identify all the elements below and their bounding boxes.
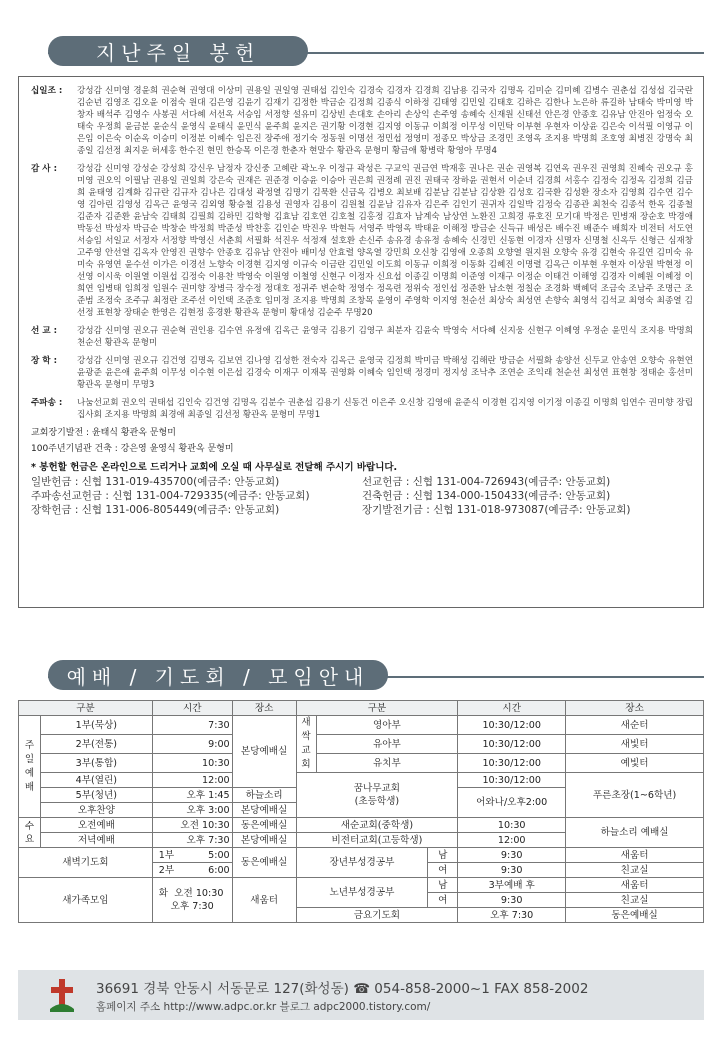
offering-box xyxy=(18,76,704,608)
dawn-part-2 xyxy=(152,863,232,878)
senior-bible-female-time: 9:30 xyxy=(458,893,566,908)
toddler-dept: 유아부 xyxy=(316,735,458,754)
wednesday-label: 수요 xyxy=(19,818,41,848)
offering-section-title: 지난주일 봉헌 xyxy=(48,36,308,66)
adult-bible-male-time: 9:30 xyxy=(458,848,566,863)
high-school-church: 비전터교회(고등학생) xyxy=(296,833,458,848)
dawn-part-2-label: 2부 xyxy=(158,864,175,876)
kkumnamu-place: 푸른초장(1~6학년) xyxy=(566,773,704,818)
header-time-left: 시간 xyxy=(152,701,232,716)
dawn-part-1 xyxy=(152,848,232,863)
adult-bible-female-time: 9:30 xyxy=(458,863,566,878)
adult-bible-study: 장년부성경공부 xyxy=(296,848,428,878)
offering-entry xyxy=(31,163,693,319)
offering-entry-names: 강성감 신미영 강성순 강성희 강신우 남정자 강신중 고혜란 곽노우 이정규 곽성은 구교익 권금연 박재홍 권나은 권순 권영복 김연옥 권우진 권영희 진혜숙 권오규 홍미영 권오익 이필남 권용일 권일희 강은숙 권재은 권준경 이승윤 이승아 권은희 권정례 권진 권태국 장하윤 권현서 이순녀 김경희 서홍수 김정숙 김정옥 김정희 김금희 윤태영 김계화 김규란 김규자 김나은 김대성 곽정열 김명기 김묵환 신금옥 김병오 최보배 김분남 김분남 김상환 김성호 김국환 김성환 장소자 김영희 김수연 김수영 김아린 김영성 김옥근 윤영국 김외영 황승철 김용성 권영자 김용이 김원철 김윤남 김유자 김은주 김인기 권귀자 김일박 김정숙 김종관 최천숙 김종석 한옥 김종철 김준자 김준환 윤남숙 김태희 김필희 김하민 김학형 김효남 김호연 김호철 김홍정 김효자 남계숙 남상연 노환진 고희경 류호진 모기대 박정은 민병재 장순호 박경애 박동선 박성자 박금순 박창순 박정희 박준성 박찬홍 김인순 박진우 박현득 서영주 박영옥 박태윤 이해정 방금순 신득규 배성은 배수진 배준수 배희자 비전터 서도연 서승임 서일교 서정자 서정향 박영신 서춘희 서필화 석진우 석정재 설호환 손신주 송유경 송유정 송혜숙 신경민 신동현 이경자 신명자 신명철 신옥두 신형근 심재창 고주영 안선열 김옥자 안영진 권향수 안종호 김유남 안진아 배미성 안효렬 양옥열 강민희 오신창 김영애 오종희 오향열 원지원 오향숙 유경 김현숙 유길연 김미숙 유미숙 유영연 윤수선 이가은 이경선 노향숙 이경현 김지영 이규숙 이금란 김민일 이도희 이동규 이희정 이동화 김혜진 이명렬 김옥근 이부현 우현자 이상원 박현정 이선영 이시욱 이원열 이원섭 김정숙 이용찬 박영숙 이원영 이철영 신현구 이정자 신요섭 이종길 이명희 이준영 이재구 이정순 이태건 이해영 김경자 이혜원 이혜정 이희연 임병태 임희정 임원수 권미향 장병극 장수정 정대호 정귀주 변순학 정영수 정옥련 정위숙 정인섭 정준환 남소현 정칠순 조경화 백혜덕 조금숙 조남주 조명근 조준범 조정숙 조주규 최정란 조주선 이인택 조준호 임미정 조지용 박명희 조창목 윤영이 주영학 이지영 천순선 최상숙 최성연 손향숙 최영석 김석교 최영숙 최종열 김선정 표현창 장태순 한영은 김현정 홍경환 황관옥 문형미 황대성 김순주 무명20 xyxy=(77,164,693,318)
new-family-times xyxy=(152,878,232,923)
infant-time: 10:30/12:00 xyxy=(458,716,566,735)
dawn-time-2: 6:00 xyxy=(208,864,230,876)
sunday-service-4: 4부(열린) xyxy=(40,773,152,788)
header-time-right: 시간 xyxy=(458,701,566,716)
senior-bible-study: 노년부성경공부 xyxy=(296,878,428,908)
centennial-line: 100주년기념관 건축 : 강은영 윤영식 황관옥 문형미 xyxy=(31,443,234,454)
account-long-term: 장기발전기금 : 신협 131-018-973087(예금주: 안동교회) xyxy=(362,504,631,516)
account-mission: 선교헌금 : 신협 131-004-726943(예금주: 안동교회) xyxy=(362,476,611,488)
offering-entry-names: 강성감 신미영 권오규 권순혁 권인용 김수연 유정애 김옥근 윤영국 김용기 김영구 최분자 김윤숙 박영숙 서다혜 신지웅 신현구 이혜영 우정순 윤민식 조지용 박명희 천순선 황관옥 문형미 xyxy=(77,326,693,348)
infant-dept: 영아부 xyxy=(316,716,458,735)
kkumnamu-sub: (초등학생) xyxy=(354,796,400,807)
sprout-church-label: 새싹교회 xyxy=(296,716,316,773)
sunday-service-6: 오후찬양 xyxy=(40,803,152,818)
kkumnamu-time-1: 10:30/12:00 xyxy=(458,773,566,788)
offering-entry xyxy=(31,397,693,421)
senior-bible-male-time: 3부예배 후 xyxy=(458,878,566,893)
middle-school-time: 10:30 xyxy=(458,818,566,833)
adult-bible-female-place: 친교실 xyxy=(566,863,704,878)
offering-entry-label: 십일조 : xyxy=(31,86,63,96)
dawn-part-1-label: 1부 xyxy=(158,849,175,861)
account-scholarship: 장학헌금 : 신협 131-006-805449(예금주: 안동교회) xyxy=(31,504,280,516)
sunday-service-1: 1부(묵상) xyxy=(40,716,152,735)
new-family-place: 새움터 xyxy=(232,878,296,923)
offering-entry-label: 장 학 : xyxy=(31,356,58,366)
offering-entry-names: 강성감 신미영 경윤희 권순혁 권영대 이상미 권용일 권일영 권태섭 김인숙 김경숙 김경자 김경희 김남용 김국자 김명옥 김미순 김미혜 김병수 권춘섭 김성섭 김국란 김순년 김영조 김오윤 이점숙 원대 김은영 김윤기 김재기 김정한 박금순 김정희 김종식 이하정 김태영 김민일 김태호 김하은 김한나 노은하 류길하 남태숙 박미영 박창자 배석주 김영수 사봉권 서다혜 서선옥 서승임 서정향 설유미 김상빈 손대호 손아리 손상익 손주영 송혜숙 신재원 신태선 안은경 안종호 김유남 안진아 엄정숙 오태숙 우정희 윤금분 윤순식 윤영식 윤태식 윤민식 윤주희 윤지은 권기황 이경현 김지영 이동규 이희정 이무성 이민탁 이부현 우현자 이상윤 김은숙 이석필 이영규 이은임 이은숙 이순옥 이승미 이정분 이혜수 임은진 장주애 정기숙 정동원 이명선 정민섭 정영미 정종모 박상금 조경민 조영옥 조지용 박명희 조호영 최병진 강명숙 최종일 김선정 최지운 허세홍 한수진 현민 한승목 이은경 한춘자 현말수 황관옥 문형미 황금애 황병락 황영아 무명4 xyxy=(77,86,693,156)
new-family-day: 화 xyxy=(158,888,169,899)
wed-place-1: 동은예배실 xyxy=(232,818,296,833)
toddler-time: 10:30/12:00 xyxy=(458,735,566,754)
long-term-line: 교회장기발전 : 윤태식 황관옥 문형미 xyxy=(31,428,176,438)
senior-bible-female: 여 xyxy=(428,893,458,908)
new-family-time-2: 오후 7:30 xyxy=(170,901,214,912)
kkumnamu-time-2: 어와나/오후2:00 xyxy=(458,788,566,818)
senior-bible-male-place: 새움터 xyxy=(566,878,704,893)
offering-entry-label: 주파송 : xyxy=(31,398,63,408)
sunday-time-5: 오후 1:45 xyxy=(152,788,232,803)
kinder-time: 10:30/12:00 xyxy=(458,754,566,773)
sunday-service-2: 2부(전통) xyxy=(40,735,152,754)
account-weekly-mission: 주파송선교헌금 : 신협 131-004-729335(예금주: 안동교회) xyxy=(31,490,310,502)
footer-web[interactable]: 홈페이지 주소 http://www.adpc.or.kr 블로그 adpc2000.tistory.com/ xyxy=(96,1000,431,1013)
wed-service-2: 저녁예배 xyxy=(40,833,152,848)
offering-entry-label: 선 교 : xyxy=(31,326,58,336)
schedule-table xyxy=(18,700,704,923)
sunday-place-5: 하늘소리 xyxy=(232,788,296,803)
dawn-time-1: 5:00 xyxy=(208,849,230,861)
sunday-place-6: 본당예배실 xyxy=(232,803,296,818)
adult-bible-female: 여 xyxy=(428,863,458,878)
wed-time-2: 오후 7:30 xyxy=(152,833,232,848)
adult-bible-male-place: 새움터 xyxy=(566,848,704,863)
senior-bible-male: 남 xyxy=(428,878,458,893)
friday-prayer: 금요기도회 xyxy=(296,908,458,923)
sunday-main-place: 본당예배실 xyxy=(232,716,296,788)
sunday-time-6: 오후 3:00 xyxy=(152,803,232,818)
online-offering-notice: * 봉헌할 헌금은 온라인으로 드리거나 교회에 오실 때 사무실로 전달해 주시기 바랍니다. xyxy=(31,462,398,473)
offering-entry-names: 강성감 신미영 권오규 김건영 김명옥 김보연 김나영 김성한 전숙자 김옥근 윤영국 김정희 박미금 박해성 김해란 방금순 서필화 송양선 신두교 안송연 오향숙 유현연 윤광준 윤은애 윤주희 이무성 이수현 이은섭 김경숙 이재구 이재목 권영화 이혜숙 임인택 정경미 정지성 조낙추 조연순 조익래 천순선 최성연 표현창 정태순 홍선미 황관옥 문형미 무명3 xyxy=(77,356,693,390)
sunday-worship-label: 주일예배 xyxy=(19,716,41,818)
senior-bible-female-place: 친교실 xyxy=(566,893,704,908)
kinder-dept: 유치부 xyxy=(316,754,458,773)
header-category-right: 구분 xyxy=(296,701,458,716)
offering-entry xyxy=(31,85,693,157)
dawn-prayer-label: 새벽기도회 xyxy=(19,848,153,878)
wed-service-1: 오전예배 xyxy=(40,818,152,833)
youth-place: 하늘소리 예배실 xyxy=(566,818,704,848)
offering-entry xyxy=(31,355,693,391)
sunday-time-2: 9:00 xyxy=(152,735,232,754)
sunday-time-3: 10:30 xyxy=(152,754,232,773)
wed-place-2: 본당예배실 xyxy=(232,833,296,848)
sunday-service-3: 3부(통합) xyxy=(40,754,152,773)
header-category-left: 구분 xyxy=(19,701,153,716)
offering-entries xyxy=(31,85,693,421)
offering-entry-label: 감 사 : xyxy=(31,164,58,174)
footer-address: 36691 경북 안동시 서동문로 127(화성동) ☎ 054-858-2000~1 FAX 858-2002 xyxy=(96,980,589,997)
kinder-place: 예빛터 xyxy=(566,754,704,773)
friday-time: 오후 7:30 xyxy=(458,908,566,923)
kkumnamu-name: 꿈나무교회 xyxy=(353,783,401,794)
footer-text xyxy=(96,977,588,1014)
toddler-place: 새빛터 xyxy=(566,735,704,754)
infant-place: 새순터 xyxy=(566,716,704,735)
friday-place: 동은예배실 xyxy=(566,908,704,923)
church-logo-icon xyxy=(42,975,82,1015)
offering-entry xyxy=(31,325,693,349)
sunday-time-1: 7:30 xyxy=(152,716,232,735)
adult-bible-male: 남 xyxy=(428,848,458,863)
table-header-row xyxy=(19,701,704,716)
schedule-section-title: 예배 / 기도회 / 모임안내 xyxy=(48,660,388,690)
dawn-place: 동은예배실 xyxy=(232,848,296,878)
middle-school-church: 새순교회(중학생) xyxy=(296,818,458,833)
offering-entry-names: 나눔선교회 권오익 권태섭 김인숙 김건영 김명옥 김분수 권춘섭 김용기 신동건 이은주 오신창 김영애 윤준식 이경현 김지영 이기정 이종길 이명희 임연수 권미향 장립집사회 조지용 박명희 최경애 최종일 김선정 황관옥 문형미 무명1 xyxy=(77,398,693,420)
header-place-left: 장소 xyxy=(232,701,296,716)
account-list xyxy=(31,475,693,517)
account-building: 건축헌금 : 신협 134-000-150433(예금주: 안동교회) xyxy=(362,490,611,502)
high-school-time: 12:00 xyxy=(458,833,566,848)
header-place-right: 장소 xyxy=(566,701,704,716)
kkumnamu-church xyxy=(296,773,458,818)
footer xyxy=(18,970,704,1020)
sunday-time-4: 12:00 xyxy=(152,773,232,788)
account-general: 일반헌금 : 신협 131-019-435700(예금주: 안동교회) xyxy=(31,476,280,488)
wed-time-1: 오전 10:30 xyxy=(152,818,232,833)
new-family-label: 새가족모임 xyxy=(19,878,153,923)
sunday-service-5: 5부(청년) xyxy=(40,788,152,803)
new-family-time-1: 오전 10:30 xyxy=(174,888,224,899)
